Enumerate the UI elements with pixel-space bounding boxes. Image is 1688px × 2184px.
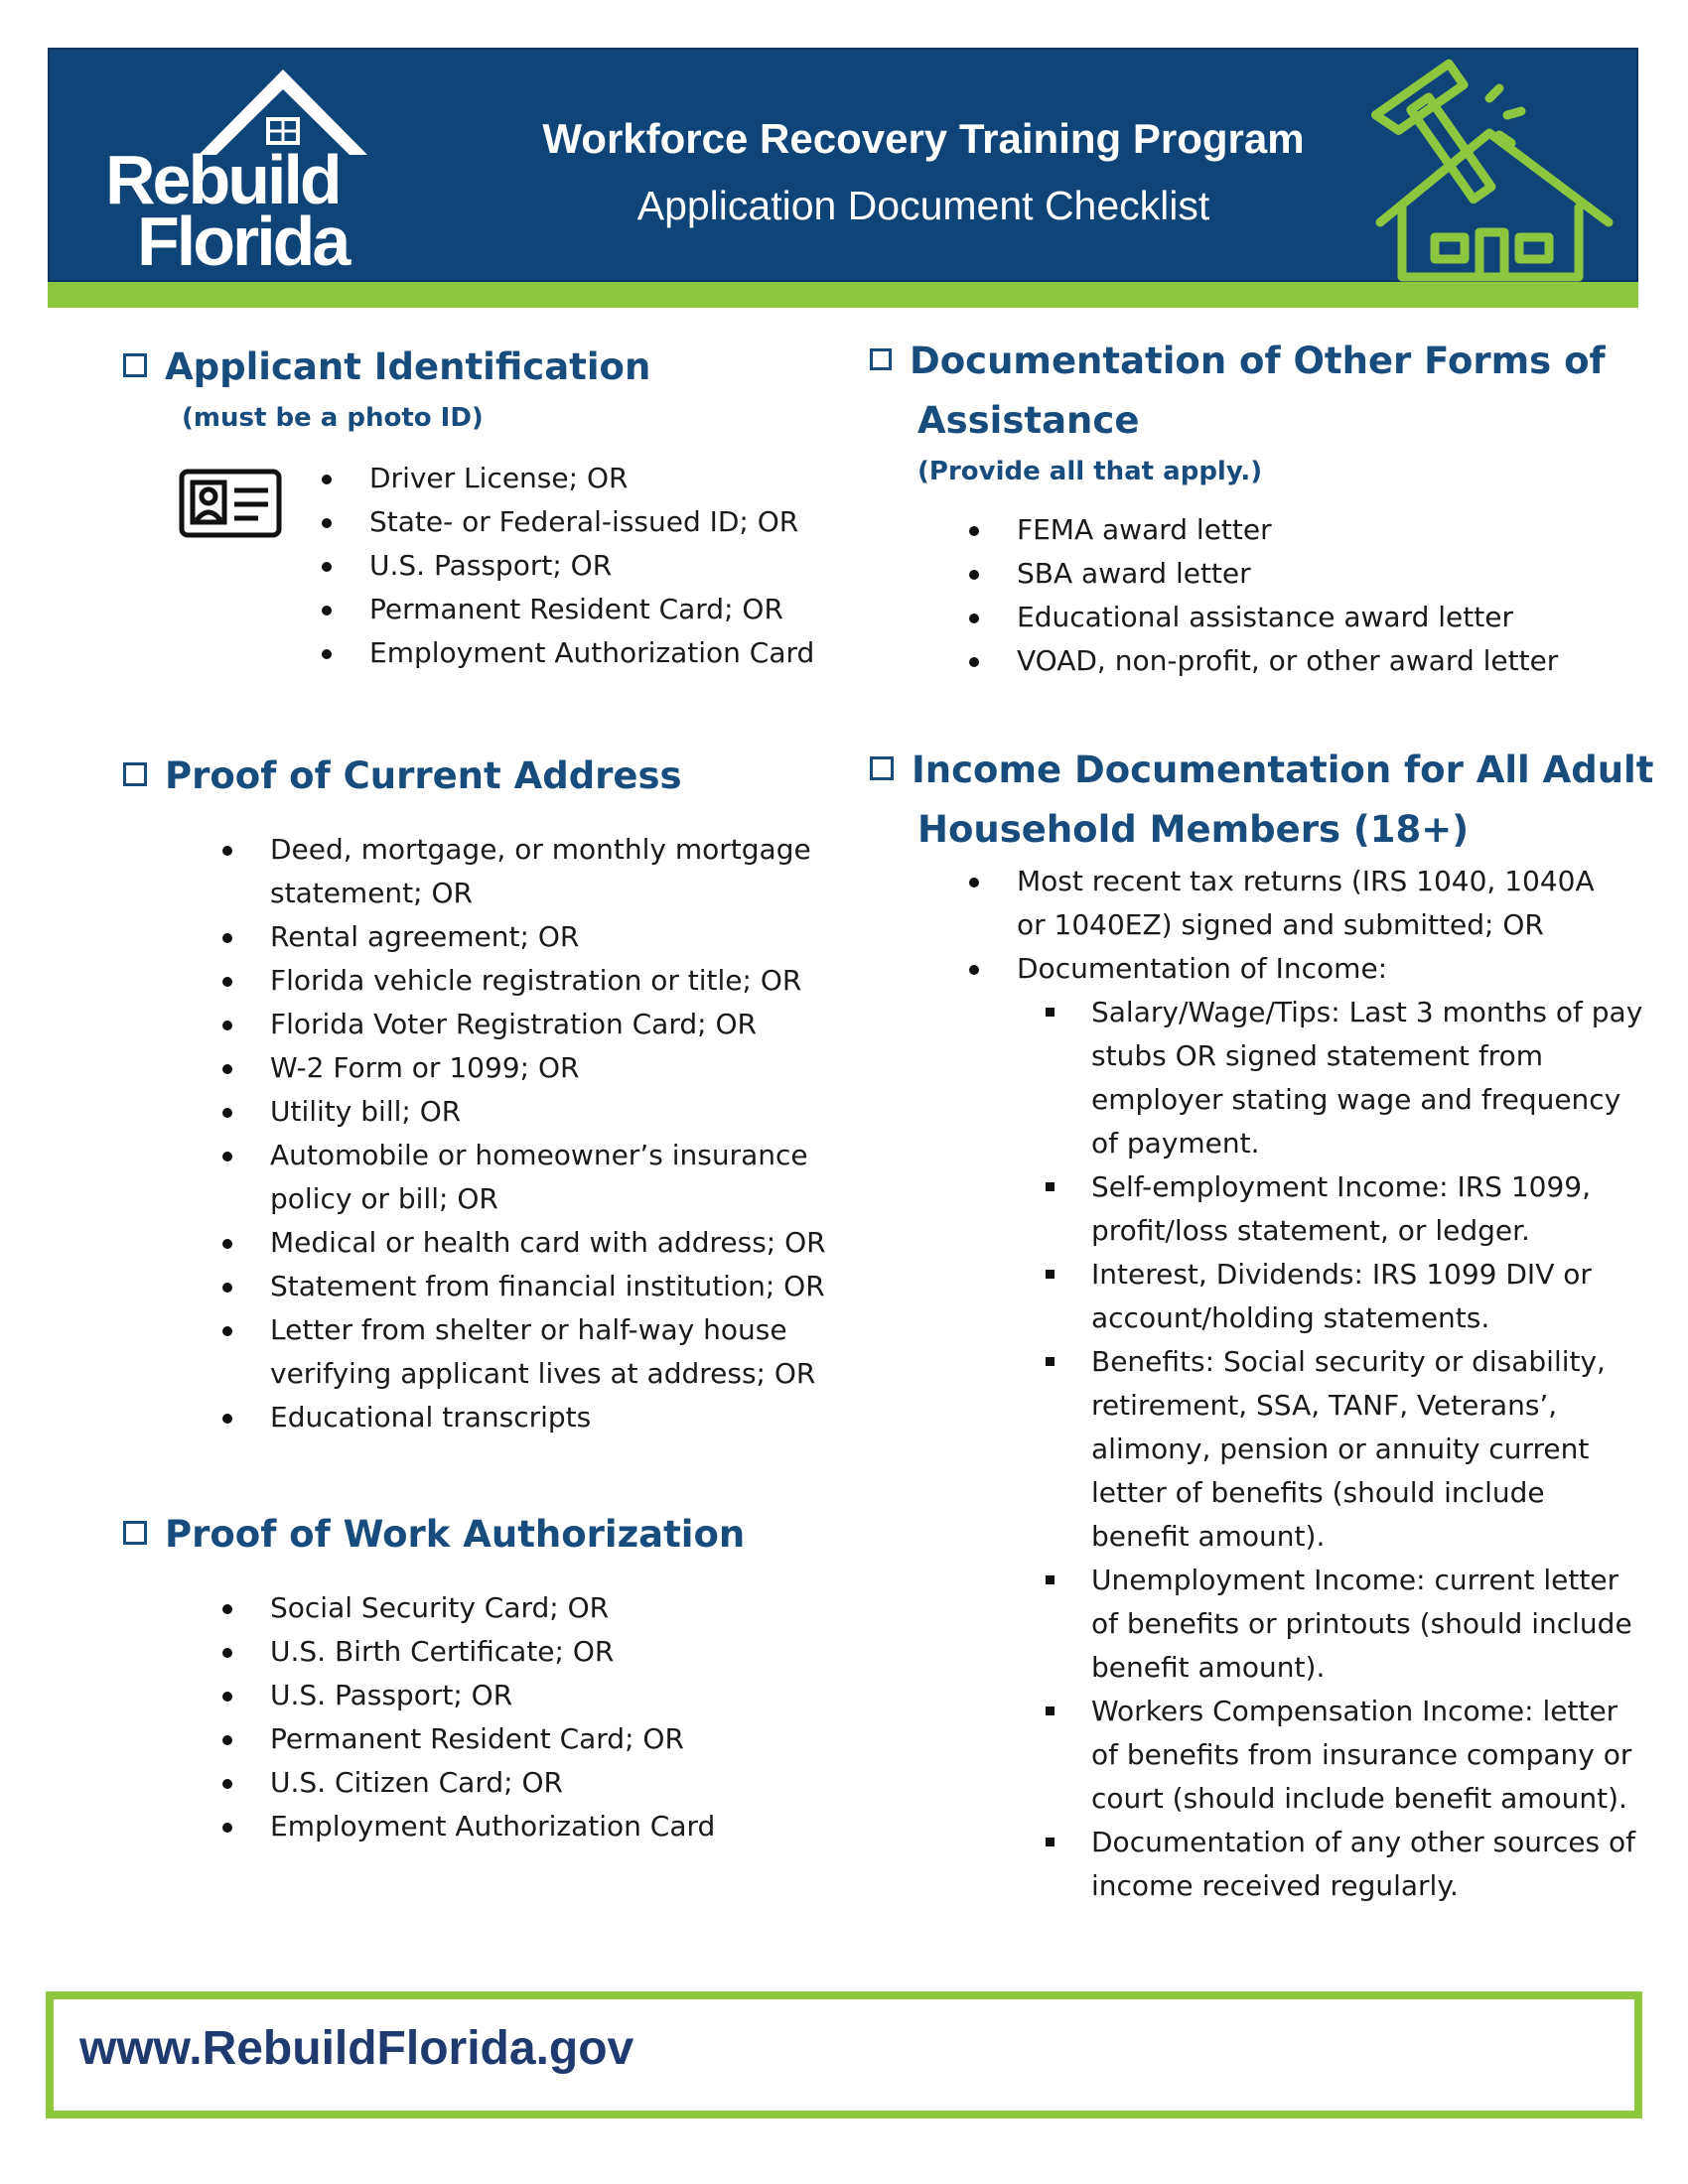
- list-item: Statement from financial institution; OR: [270, 1265, 826, 1308]
- list-item: Deed, mortgage, or monthly mortgage statement; OR: [270, 828, 826, 915]
- list-item: U.S. Citizen Card; OR: [270, 1761, 826, 1805]
- section-title-text-line2: Household Members (18+): [917, 808, 1470, 851]
- section-note: (Provide all that apply.): [917, 457, 1263, 486]
- list-item: Educational transcripts: [270, 1396, 826, 1439]
- list-item: Letter from shelter or half-way house verifying applicant lives at address; OR: [270, 1308, 826, 1396]
- list-item: Interest, Dividends: IRS 1099 DIV or account/holding statements.: [1091, 1253, 1649, 1340]
- list-item: Social Security Card; OR: [270, 1586, 826, 1630]
- list-item: Educational assistance award letter: [1017, 596, 1613, 639]
- header-accent-bar: [48, 282, 1638, 308]
- list-item: Documentation of any other sources of income received regularly.: [1091, 1821, 1649, 1908]
- list-item: U.S. Passport; OR: [369, 544, 846, 588]
- page-title: Workforce Recovery Training Program: [542, 115, 1305, 162]
- section-proof-of-address: [123, 747, 682, 806]
- list-item: Workers Compensation Income: letter of benefits from insurance company or court (should include benefit amount).: [1091, 1690, 1649, 1821]
- list-item: SBA award letter: [1017, 552, 1613, 596]
- section-title-text-line2: Assistance: [917, 399, 1140, 442]
- list-item: Automobile or homeowner’s insurance policy or bill; OR: [270, 1134, 826, 1221]
- section-other-assistance: [870, 332, 1606, 391]
- list-item: Driver License; OR: [369, 457, 846, 500]
- id-card-icon: [179, 469, 282, 538]
- section-title-text: Income Documentation for All Adult: [912, 749, 1654, 791]
- checkbox-icon[interactable]: [123, 1521, 147, 1545]
- section-title-text: Applicant Identification: [165, 345, 651, 388]
- section-note: (must be a photo ID): [182, 403, 484, 433]
- section-proof-of-work-authorization: [123, 1505, 745, 1565]
- logo-text-florida: Florida: [137, 203, 349, 280]
- list-item: Permanent Resident Card; OR: [270, 1717, 826, 1761]
- list-item: Documentation of Income: Salary/Wage/Tips: Last 3 months of pay stubs OR signed statement from employer stating wage and frequency of payment. Self-employment Income: IRS 1099, profit/loss statement, or ledger. Interest, Dividends: IRS 1099 DIV or account/holding statements. Benefits: Social security or disability, retirement, SSA, TANF, Veterans’, alimony, pension or annuity current letter of benefits (should include benefit amount). Unemployment Income: current letter of benefits or printouts (should include benefit amount). Workers Compensation Income: letter of benefits from insurance company or court (should include benefit amount). Documentation of any other sources of income received regularly.: [1017, 947, 1624, 1908]
- footer-box: [46, 1991, 1642, 2118]
- checkbox-icon[interactable]: [123, 353, 147, 377]
- list-item: Medical or health card with address; OR: [270, 1221, 826, 1265]
- list-item: Employment Authorization Card: [369, 631, 846, 675]
- section-title-text: Documentation of Other Forms of: [910, 340, 1606, 382]
- list-item: VOAD, non-profit, or other award letter: [1017, 639, 1613, 683]
- section-title-text: Proof of Current Address: [165, 754, 682, 797]
- list-item: W-2 Form or 1099; OR: [270, 1046, 826, 1090]
- checkbox-icon[interactable]: [870, 348, 892, 370]
- list-item: Permanent Resident Card; OR: [369, 588, 846, 631]
- list-item: Employment Authorization Card: [270, 1805, 826, 1848]
- list-item: Florida vehicle registration or title; OR: [270, 959, 826, 1003]
- header-banner: [48, 48, 1638, 282]
- list-item: State- or Federal-issued ID; OR: [369, 500, 846, 544]
- assistance-list: [1017, 508, 1613, 683]
- income-list: [1017, 860, 1643, 1908]
- work-auth-list: [270, 1586, 826, 1848]
- checkbox-icon[interactable]: [123, 762, 147, 786]
- list-item: Unemployment Income: current letter of benefits or printouts (should include benefit amount).: [1091, 1559, 1649, 1690]
- house-hammer-icon: [1340, 54, 1638, 282]
- list-item: Benefits: Social security or disability, retirement, SSA, TANF, Veterans’, alimony, pension or annuity current letter of benefits (should include benefit amount).: [1091, 1340, 1649, 1559]
- section-title-text: Proof of Work Authorization: [165, 1513, 746, 1556]
- list-item: U.S. Passport; OR: [270, 1674, 826, 1717]
- applicant-id-list: [369, 457, 846, 675]
- logo-text-rebuild: Rebuild: [105, 141, 340, 218]
- page-subtitle: Application Document Checklist: [636, 183, 1210, 228]
- section-applicant-identification: [123, 338, 650, 397]
- section-income-documentation: [870, 741, 1653, 800]
- list-item: Utility bill; OR: [270, 1090, 826, 1134]
- list-item: U.S. Birth Certificate; OR: [270, 1630, 826, 1674]
- list-item: Most recent tax returns (IRS 1040, 1040A or 1040EZ) signed and submitted; OR: [1017, 860, 1624, 947]
- website-link[interactable]: www.RebuildFlorida.gov: [79, 2022, 634, 2075]
- income-sublist: [1091, 991, 1649, 1908]
- list-item: FEMA award letter: [1017, 508, 1613, 552]
- list-item: Rental agreement; OR: [270, 915, 826, 959]
- list-item: Self-employment Income: IRS 1099, profit/loss statement, or ledger.: [1091, 1165, 1649, 1253]
- checkbox-icon[interactable]: [870, 756, 894, 780]
- list-item: Salary/Wage/Tips: Last 3 months of pay stubs OR signed statement from employer stating wage and frequency of payment.: [1091, 991, 1649, 1165]
- address-list: [270, 828, 826, 1439]
- list-item: Florida Voter Registration Card; OR: [270, 1003, 826, 1046]
